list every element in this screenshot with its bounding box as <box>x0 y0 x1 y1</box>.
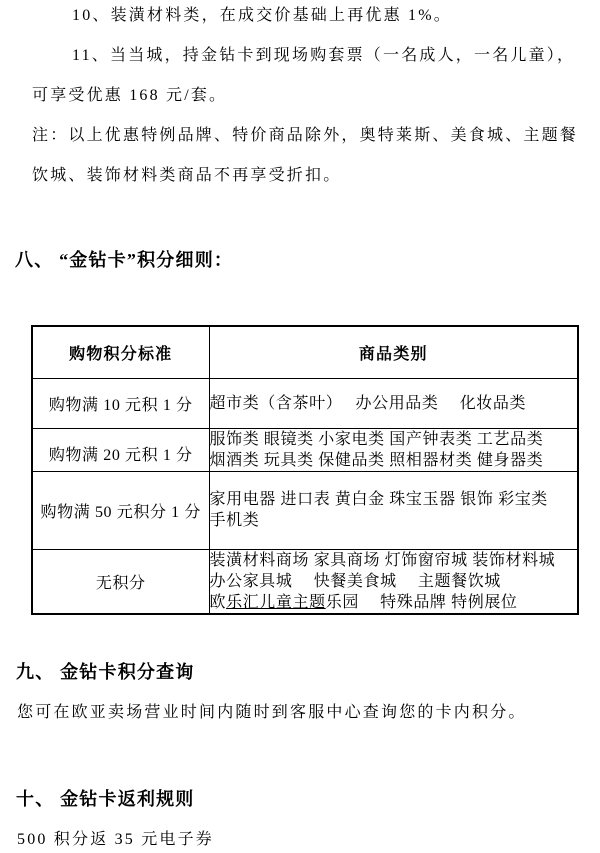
note-line-1: 注：以上优惠特例品牌、特价商品除外，奥特莱斯、美食城、主题餐 <box>32 127 579 144</box>
category-cell-4 <box>209 549 578 614</box>
column-header-category: 商品类别 <box>209 326 578 378</box>
category-line: 服饰类 眼镜类 小家电类 国产钟表类 工艺品类 <box>209 430 544 448</box>
table-header-row <box>32 326 578 378</box>
list-item-10: 10、装潢材料类，在成交价基础上再优惠 1%。 <box>72 7 452 24</box>
category-line <box>210 592 578 613</box>
section-9-heading: 九、 金钻卡积分查询 <box>16 662 195 682</box>
table-row <box>32 549 578 614</box>
category-line: 办公家具城 快餐美食城 主题餐饮城 <box>209 572 501 590</box>
points-standard-cell-3: 购物满 50 元积分 1 分 <box>32 471 209 549</box>
category-line-part: 欧 <box>209 593 227 611</box>
category-cell-3 <box>209 471 578 549</box>
note-line-2: 饮城、装饰材料类商品不再享受折扣。 <box>32 167 342 184</box>
category-line-part: 乐园 特殊品牌 特例展位 <box>325 593 518 611</box>
table-row <box>32 471 578 549</box>
points-table <box>31 325 579 615</box>
column-header-points-standard: 购物积分标准 <box>32 326 209 378</box>
category-line: 家用电器 进口表 黄白金 珠宝玉器 银饰 彩宝类 <box>209 491 548 508</box>
points-standard-cell-4: 无积分 <box>32 549 209 614</box>
category-line: 烟酒类 玩具类 保健品类 照相器材类 健身器类 <box>209 451 544 469</box>
category-line: 超市类（含茶叶） 办公用品类 化妆品类 <box>209 394 527 412</box>
category-cell-1 <box>209 378 578 428</box>
category-line: 手机类 <box>209 512 260 529</box>
table-row <box>32 428 578 471</box>
list-item-11-continuation: 可享受优惠 168 元/套。 <box>32 87 228 104</box>
section-9-body: 您可在欧亚卖场营业时间内随时到客服中心查询您的卡内积分。 <box>17 704 527 721</box>
list-item-11: 11、当当城，持金钻卡到现场购套票（一名成人，一名儿童）， <box>72 47 576 64</box>
table-row <box>32 378 578 428</box>
points-standard-cell-2: 购物满 20 元积 1 分 <box>32 428 209 471</box>
category-cell-2 <box>209 428 578 471</box>
section-10-body: 500 积分返 35 元电子券 <box>17 831 215 848</box>
underlined-text: 乐汇儿童主题 <box>226 593 326 611</box>
category-line: 装潢材料商场 家具商场 灯饰窗帘城 装饰材料城 <box>209 551 556 569</box>
section-10-heading: 十、 金钻卡返利规则 <box>16 789 195 809</box>
points-standard-cell-1: 购物满 10 元积 1 分 <box>32 378 209 428</box>
section-8-heading: 八、 “金钻卡”积分细则： <box>15 250 234 270</box>
